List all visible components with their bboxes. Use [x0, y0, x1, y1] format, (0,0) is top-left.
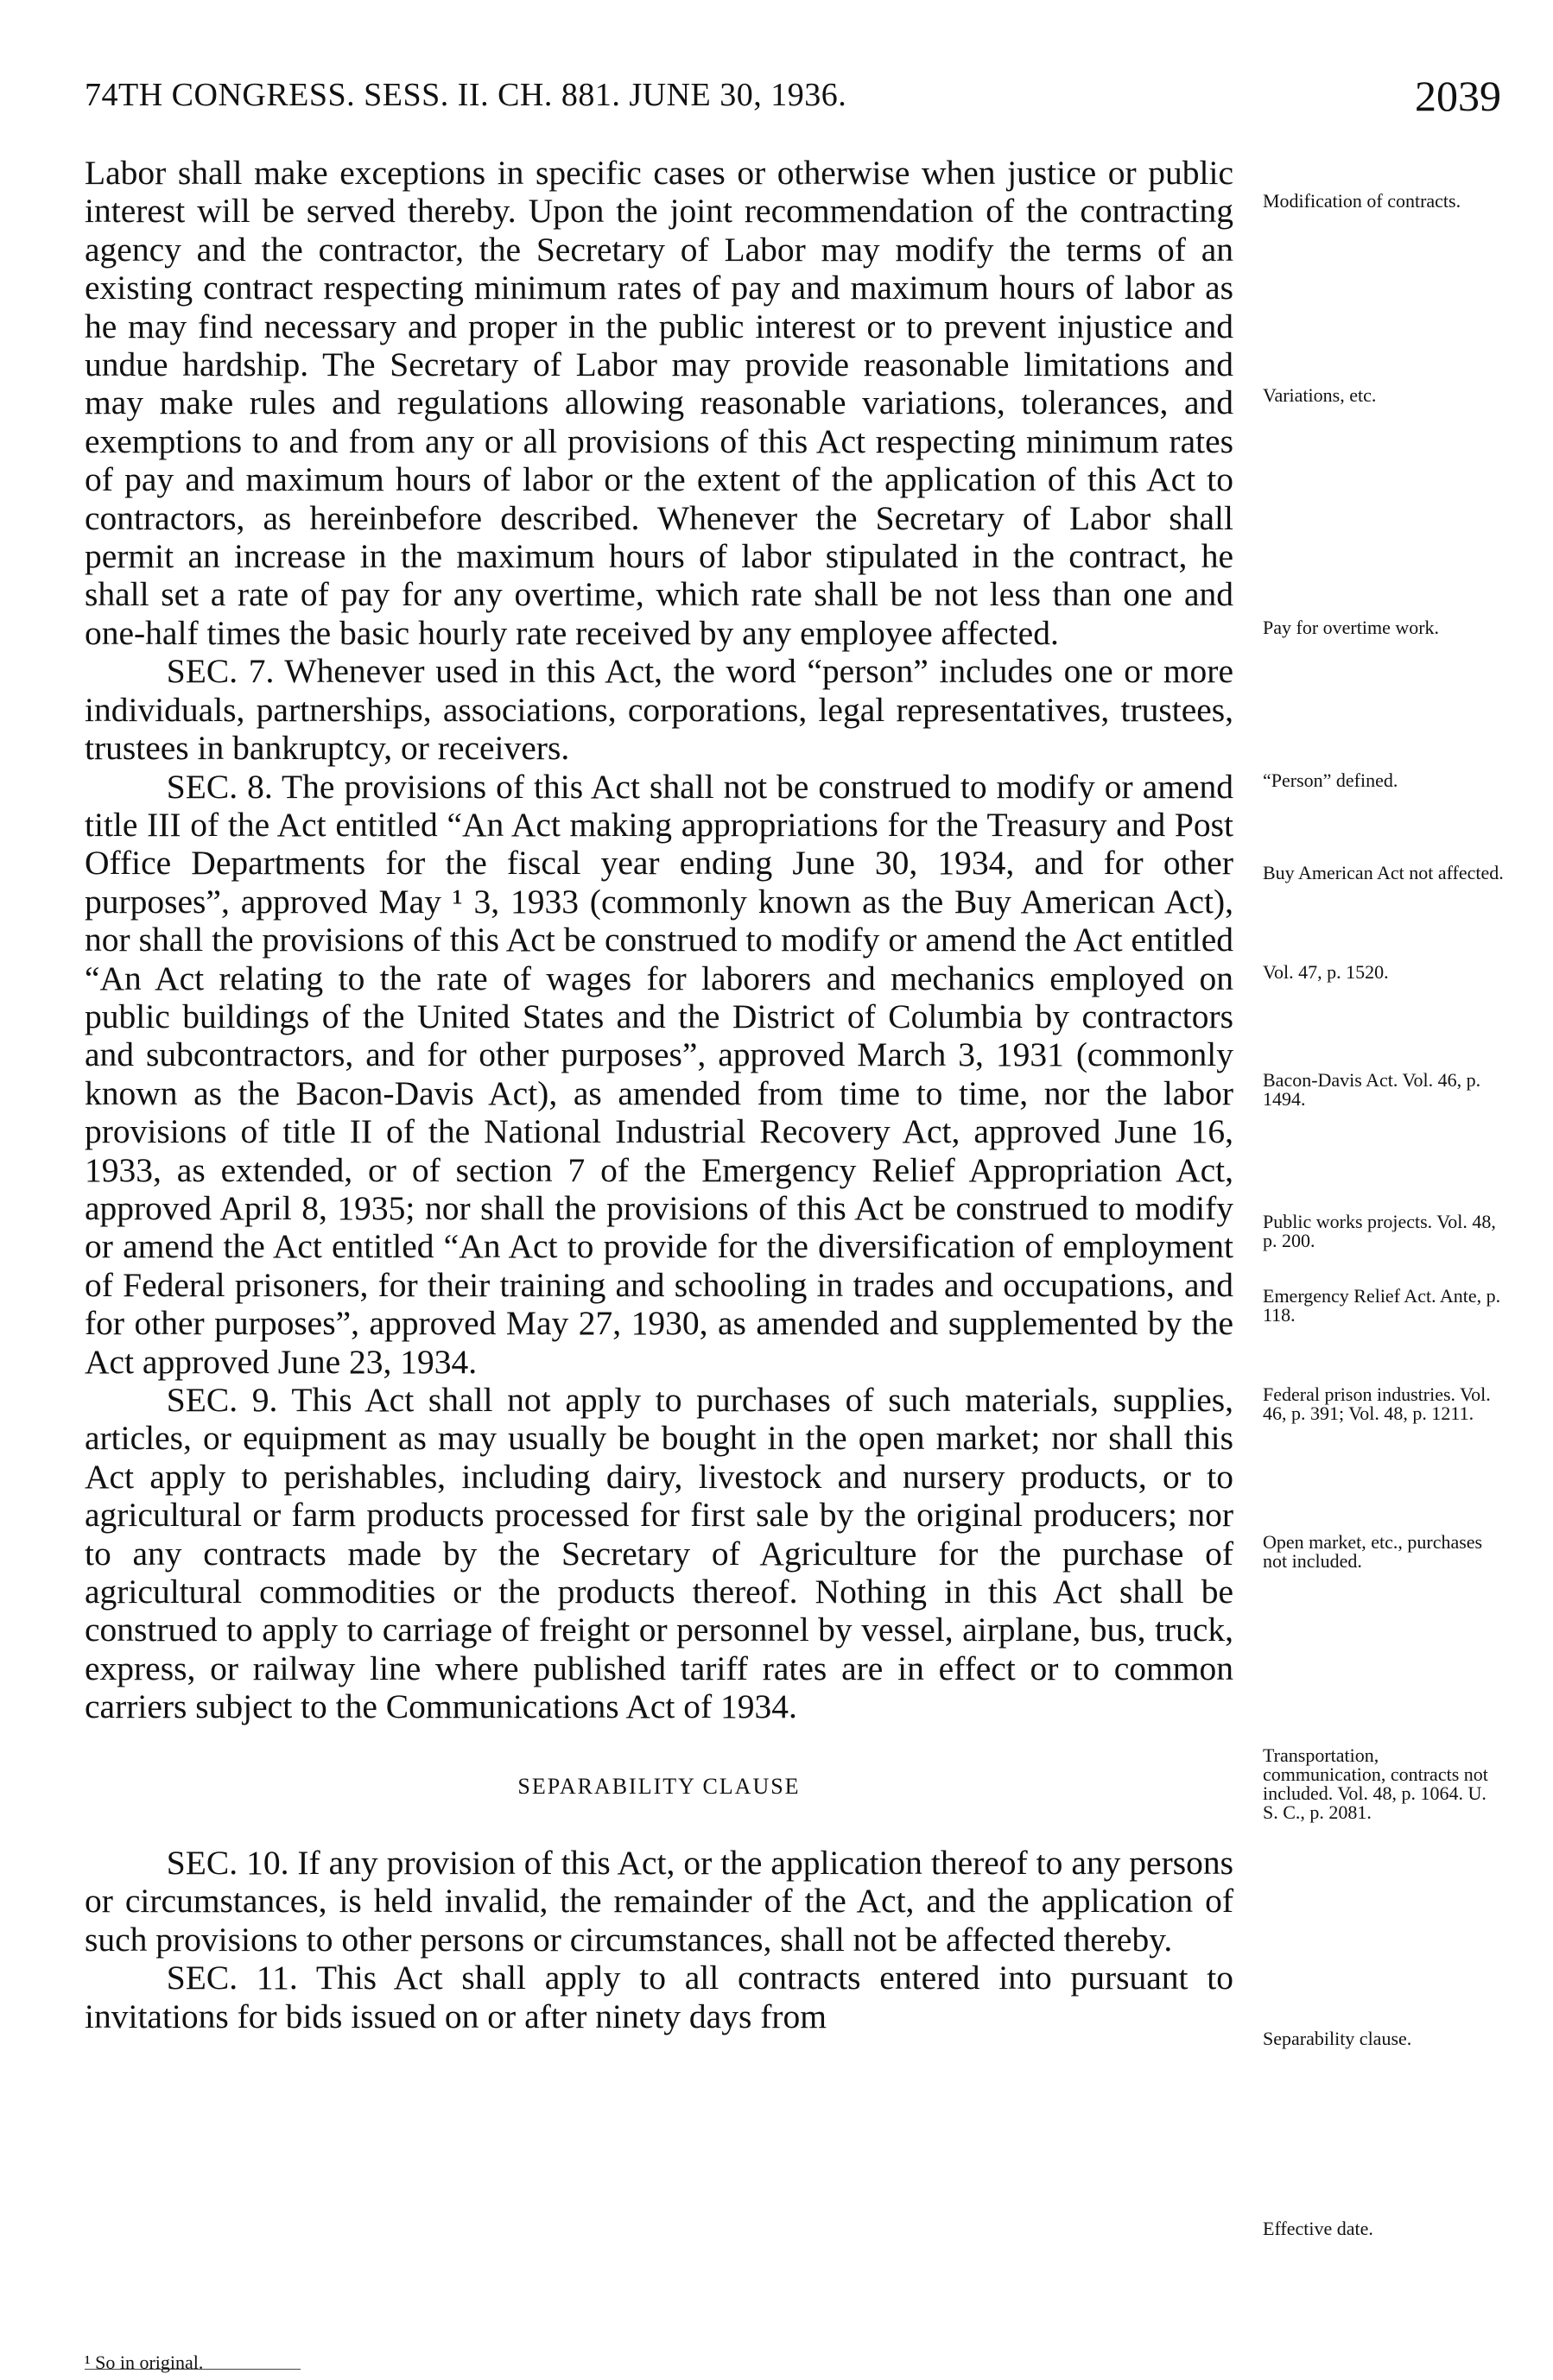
page-number: 2039 — [1415, 72, 1501, 120]
section-heading: SEPARABILITY CLAUSE — [517, 1773, 801, 1799]
footnote: ¹ So in original. — [85, 2352, 204, 2373]
margin-note-modification: Modification of contracts. — [1263, 190, 1461, 212]
margin-note-effective-date: Effective date. — [1263, 2218, 1373, 2239]
margin-note-person: “Person” defined. — [1263, 769, 1398, 791]
section-11: SEC. 11. This Act shall apply to all contracts entered into pursuant to invitations for bids issued on or after ninety days from — [85, 1959, 1233, 2035]
section-8: SEC. 8. The provisions of this Act shall not be construed to modify or amend title III of the Act entitled “An Act making appropriations for the Treasury and Post Office Departments for the fiscal year ending June 30, 1934, and for other purposes”, approved May ¹ 3, 1933 (commonly known as the Buy American Act), nor shall the provisions of this Act be construed to modify or amend the Act entitled “An Act relating to the rate of wages for laborers and mechanics employed on public buildings of the United States and the District of Columbia by contractors and subcontractors, and for other purposes”, approved March 3, 1931 (commonly known as the Bacon-Davis Act), as amended from time to time, nor the labor provisions of title II of the National Industrial Recovery Act, approved June 16, 1933, as extended, or of section 7 of the Emergency Relief Appropriation Act, approved April 8, 1935; nor shall the provisions of this Act be construed to modify or amend the Act entitled “An Act to provide for the diversification of employment of Federal prisoners, for their training and schooling in trades and occupations, and for other purposes”, approved May 27, 1930, as amended and supplemented by the Act approved June 23, 1934. — [85, 767, 1233, 1381]
margin-note-buy-american: Buy American Act not affected. — [1263, 862, 1504, 883]
margin-note-overtime: Pay for overtime work. — [1263, 617, 1440, 638]
main-text — [85, 154, 1233, 2035]
paragraph-continuation: Labor shall make exceptions in specific cases or otherwise when justice or public interest will be served thereby. Upon the joint recommendation of the contracting agency and the contractor, the Secretary of Labor may modify the terms of an existing contract respecting minimum rates of pay and maximum hours of labor as he may find necessary and proper in the public interest or to prevent injustice and undue hardship. The Secretary of Labor may provide reasonable limitations and may make rules and regulations allowing reasonable variations, tolerances, and exemptions to and from any or all provisions of this Act respecting minimum rates of pay and maximum hours of labor or the extent of the application of this Act to contractors, as hereinbefore described. Whenever the Secretary of Labor shall permit an increase in the maximum hours of labor stipulated in the contract, he shall set a rate of pay for any overtime, which rate shall be not less than one and one-half times the basic hourly rate received by any employee affected. — [85, 154, 1233, 652]
margin-note-emergency-relief: Emergency Relief Act. Ante, p. 118. — [1263, 1285, 1501, 1326]
margin-note-prison-industries: Federal prison industries. Vol. 46, p. 391; Vol. 48, p. 1211. — [1263, 1383, 1491, 1424]
section-7: SEC. 7. Whenever used in this Act, the word “person” includes one or more individuals, partnerships, associations, corporations, legal representatives, trustees, trustees in bankruptcy, or receivers. — [85, 652, 1233, 768]
margin-note-public-works: Public works projects. Vol. 48, p. 200. — [1263, 1211, 1496, 1251]
margin-note-bacon-davis: Bacon-Davis Act. Vol. 46, p. 1494. — [1263, 1069, 1481, 1110]
margin-note-variations: Variations, etc. — [1263, 384, 1377, 406]
margin-note-separability: Separability clause. — [1263, 2028, 1412, 2049]
margin-note-vol47: Vol. 47, p. 1520. — [1263, 961, 1389, 983]
running-head: 74TH CONGRESS. SESS. II. CH. 881. JUNE 30, 1936. — [85, 77, 847, 113]
section-9: SEC. 9. This Act shall not apply to purchases of such materials, supplies, articles, or equipment as may usually be bought in the open market; nor shall this Act apply to perishables, including dairy, livestock and nursery products, or to agricultural or farm products processed for first sale by the original producers; nor to any contracts made by the Secretary of Agriculture for the purchase of agricultural commodities or the products thereof. Nothing in this Act shall be construed to apply to carriage of freight or personnel by vessel, airplane, bus, truck, express, or railway line where published tariff rates are in effect or to common carriers subject to the Communications Act of 1934. — [85, 1381, 1233, 1726]
page-header — [85, 72, 1501, 136]
margin-note-transportation: Transportation, communication, contracts not included. Vol. 48, p. 1064. U. S. C., p. 2081. — [1263, 1744, 1488, 1823]
margin-note-open-market: Open market, etc., purchases not included. — [1263, 1531, 1483, 1572]
section-10: SEC. 10. If any provision of this Act, or the application thereof to any persons or circumstances, is held invalid, the remainder of the Act, and the application of such provisions to other persons or circumstances, shall not be affected thereby. — [85, 1844, 1233, 1959]
